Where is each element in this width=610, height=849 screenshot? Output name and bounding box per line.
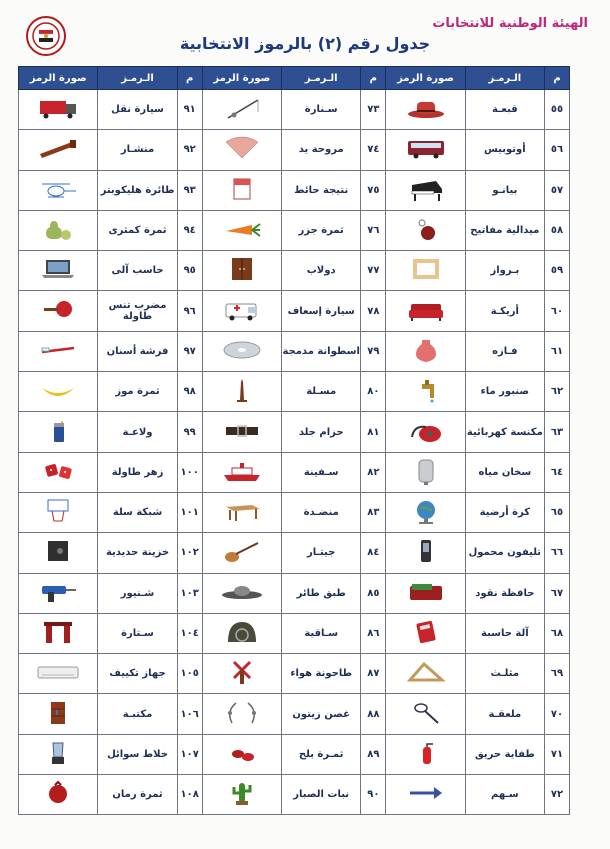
wardrobe-icon xyxy=(218,255,266,283)
symbol-name: أريكـة xyxy=(465,291,544,331)
symbol-image xyxy=(386,654,465,694)
symbol-image xyxy=(202,492,281,532)
symbol-name: سـفينة xyxy=(282,452,361,492)
symbol-image xyxy=(386,613,465,653)
symbol-image xyxy=(19,130,98,170)
table-row xyxy=(19,251,570,291)
wallet-icon xyxy=(402,578,450,606)
table-row xyxy=(19,170,570,210)
symbol-name: حزام جلد xyxy=(282,412,361,452)
symbol-image xyxy=(386,694,465,734)
waterwheel-icon xyxy=(218,618,266,646)
vase-icon xyxy=(402,336,450,364)
symbol-image xyxy=(19,492,98,532)
symbol-image xyxy=(386,452,465,492)
symbol-number: ٨٦ xyxy=(361,613,386,653)
symbol-name: منشـار xyxy=(98,130,177,170)
symbol-number: ٨٢ xyxy=(361,452,386,492)
air-conditioner-icon xyxy=(34,658,82,686)
symbol-name: طائرة هليكوبتر xyxy=(98,170,177,210)
symbol-image xyxy=(202,694,281,734)
symbol-image xyxy=(202,90,281,130)
keychain-icon xyxy=(402,215,450,243)
symbol-name: بـرواز xyxy=(465,251,544,291)
col-image-header: صورة الرمز xyxy=(202,67,281,90)
table-row xyxy=(19,372,570,412)
symbol-name: سـهم xyxy=(465,775,544,815)
symbol-image xyxy=(202,734,281,774)
symbol-name: صنبور ماء xyxy=(465,372,544,412)
symbol-image xyxy=(19,372,98,412)
spoon-icon xyxy=(402,699,450,727)
symbol-number: ٥٨ xyxy=(545,210,570,250)
symbol-name: بيانـو xyxy=(465,170,544,210)
symbol-number: ١٠٣ xyxy=(177,573,202,613)
symbol-number: ٧٦ xyxy=(361,210,386,250)
symbol-image xyxy=(386,533,465,573)
symbol-image xyxy=(19,251,98,291)
symbol-number: ١٠٥ xyxy=(177,654,202,694)
drill-icon xyxy=(34,578,82,606)
symbol-number: ٨٠ xyxy=(361,372,386,412)
symbol-name: ولاعـة xyxy=(98,412,177,452)
col-name-header: الـرمـز xyxy=(98,67,177,90)
table-row xyxy=(19,210,570,250)
symbol-image xyxy=(202,533,281,573)
organization-name: الهيئة الوطنية للانتخابات xyxy=(432,16,588,31)
symbol-image xyxy=(386,331,465,371)
symbol-number: ٨٨ xyxy=(361,694,386,734)
truck-icon xyxy=(34,94,82,122)
document-title: جدول رقم (٢) بالرموز الانتخابية xyxy=(179,34,431,53)
table-row xyxy=(19,613,570,653)
symbol-image xyxy=(202,372,281,412)
symbol-name: طبق طائر xyxy=(282,573,361,613)
dates-icon xyxy=(218,739,266,767)
sofa-icon xyxy=(402,296,450,324)
table-row xyxy=(19,533,570,573)
symbol-name: نتيجة حائط xyxy=(282,170,361,210)
symbol-image xyxy=(19,210,98,250)
symbol-name: مكنسة كهربائية xyxy=(465,412,544,452)
page-header xyxy=(0,10,610,62)
symbol-image xyxy=(386,170,465,210)
symbol-number: ٩٨ xyxy=(177,372,202,412)
symbol-image xyxy=(202,251,281,291)
symbol-name: فـازه xyxy=(465,331,544,371)
table-row xyxy=(19,573,570,613)
symbol-name: سـاقية xyxy=(282,613,361,653)
symbol-image xyxy=(386,291,465,331)
symbol-name: حاسب آلى xyxy=(98,251,177,291)
symbol-image xyxy=(202,775,281,815)
symbol-number: ٦٣ xyxy=(545,412,570,452)
symbol-number: ٨٩ xyxy=(361,734,386,774)
symbol-number: ٦١ xyxy=(545,331,570,371)
symbol-image xyxy=(19,291,98,331)
bus-icon xyxy=(402,134,450,162)
pomegranate-icon xyxy=(34,779,82,807)
hat-icon xyxy=(402,94,450,122)
symbol-number: ٨٧ xyxy=(361,654,386,694)
symbol-number: ٨٥ xyxy=(361,573,386,613)
symbol-number: ٧٥ xyxy=(361,170,386,210)
symbol-image xyxy=(19,573,98,613)
symbol-name: خلاط سوائل xyxy=(98,734,177,774)
symbols-table xyxy=(18,66,570,815)
symbol-name: زهر طاولة xyxy=(98,452,177,492)
symbol-number: ٦٢ xyxy=(545,372,570,412)
symbol-number: ٩٥ xyxy=(177,251,202,291)
table-row xyxy=(19,291,570,331)
symbol-image xyxy=(386,775,465,815)
obelisk-icon xyxy=(218,376,266,404)
symbol-name: منضـدة xyxy=(282,492,361,532)
symbol-number: ٩٢ xyxy=(177,130,202,170)
symbol-image xyxy=(19,654,98,694)
symbol-image xyxy=(19,90,98,130)
olive-branch-icon xyxy=(218,699,266,727)
ambulance-icon xyxy=(218,296,266,324)
symbol-number: ٧٨ xyxy=(361,291,386,331)
symbol-image xyxy=(386,130,465,170)
symbol-number: ٧٣ xyxy=(361,90,386,130)
symbol-name: سـنارة xyxy=(282,90,361,130)
symbol-image xyxy=(19,412,98,452)
symbol-name: قبعـة xyxy=(465,90,544,130)
belt-icon xyxy=(218,417,266,445)
symbol-name: اسطوانة مدمجة xyxy=(282,331,361,371)
symbol-name: آلة حاسبة xyxy=(465,613,544,653)
blender-icon xyxy=(34,739,82,767)
symbol-name: ثمـرة بلح xyxy=(282,734,361,774)
symbol-name: مثلـث xyxy=(465,654,544,694)
symbol-image xyxy=(202,331,281,371)
banana-icon xyxy=(34,376,82,404)
symbol-number: ٥٩ xyxy=(545,251,570,291)
symbol-image xyxy=(386,90,465,130)
symbol-name: طفاية حريق xyxy=(465,734,544,774)
symbol-number: ١٠١ xyxy=(177,492,202,532)
saw-icon xyxy=(34,134,82,162)
symbol-name: نبات الصبار xyxy=(282,775,361,815)
symbol-number: ٩٩ xyxy=(177,412,202,452)
symbol-image xyxy=(386,372,465,412)
table-row xyxy=(19,412,570,452)
symbol-number: ٧٢ xyxy=(545,775,570,815)
symbol-number: ١٠٤ xyxy=(177,613,202,653)
wall-calendar-icon xyxy=(218,175,266,203)
curtain-icon xyxy=(34,618,82,646)
symbol-name: ثمرة رمان xyxy=(98,775,177,815)
carrot-icon xyxy=(218,215,266,243)
symbol-name: مضرب تنس طاولة xyxy=(98,291,177,331)
table-row xyxy=(19,654,570,694)
symbol-number: ٦٧ xyxy=(545,573,570,613)
symbol-number: ٦٩ xyxy=(545,654,570,694)
table-row xyxy=(19,492,570,532)
table-row xyxy=(19,90,570,130)
symbol-name: سيارة نقل xyxy=(98,90,177,130)
symbol-image xyxy=(19,775,98,815)
symbol-image xyxy=(202,613,281,653)
symbol-number: ٦٤ xyxy=(545,452,570,492)
dice-icon xyxy=(34,457,82,485)
symbol-name: حافظة نقود xyxy=(465,573,544,613)
symbol-number: ٨١ xyxy=(361,412,386,452)
symbol-name: ثمرة كمثرى xyxy=(98,210,177,250)
laptop-icon xyxy=(34,255,82,283)
symbol-name: ثمرة جزر xyxy=(282,210,361,250)
table-row xyxy=(19,734,570,774)
symbol-number: ٧٤ xyxy=(361,130,386,170)
table-row xyxy=(19,331,570,371)
faucet-icon xyxy=(402,376,450,404)
guitar-icon xyxy=(218,537,266,565)
symbol-number: ٩٦ xyxy=(177,291,202,331)
fishing-rod-icon xyxy=(218,94,266,122)
symbol-image xyxy=(386,734,465,774)
arrow-icon xyxy=(402,779,450,807)
symbol-name: طاحونة هواء xyxy=(282,654,361,694)
symbol-image xyxy=(202,452,281,492)
symbol-image xyxy=(202,210,281,250)
symbol-image xyxy=(386,210,465,250)
table-row xyxy=(19,452,570,492)
globe-icon xyxy=(402,497,450,525)
bookcase-icon xyxy=(34,699,82,727)
symbol-image xyxy=(202,130,281,170)
symbol-number: ٩٣ xyxy=(177,170,202,210)
symbol-number: ٥٧ xyxy=(545,170,570,210)
symbol-number: ٧٧ xyxy=(361,251,386,291)
symbol-name: ثمرة موز xyxy=(98,372,177,412)
cactus-icon xyxy=(218,779,266,807)
ping-pong-icon xyxy=(34,296,82,324)
col-image-header: صورة الرمز xyxy=(386,67,465,90)
table-row xyxy=(19,130,570,170)
cd-icon xyxy=(218,336,266,364)
vacuum-icon xyxy=(402,417,450,445)
col-num-header: م xyxy=(177,67,202,90)
fire-extinguisher-icon xyxy=(402,739,450,767)
symbol-image xyxy=(19,331,98,371)
triangle-icon xyxy=(402,658,450,686)
symbol-number: ٩١ xyxy=(177,90,202,130)
symbol-name: ملعقـة xyxy=(465,694,544,734)
symbol-image xyxy=(19,170,98,210)
symbol-name: سـتارة xyxy=(98,613,177,653)
col-num-header: م xyxy=(361,67,386,90)
symbol-name: سخان مياه xyxy=(465,452,544,492)
symbol-name: كرة أرضية xyxy=(465,492,544,532)
symbol-number: ١٠٨ xyxy=(177,775,202,815)
symbol-number: ٦٥ xyxy=(545,492,570,532)
symbol-number: ٨٣ xyxy=(361,492,386,532)
symbol-name: دولاب xyxy=(282,251,361,291)
symbol-image xyxy=(386,573,465,613)
ship-icon xyxy=(218,457,266,485)
ufo-icon xyxy=(218,578,266,606)
toothbrush-icon xyxy=(34,336,82,364)
col-name-header: الـرمـز xyxy=(465,67,544,90)
pear-icon xyxy=(34,215,82,243)
symbol-name: جيتـار xyxy=(282,533,361,573)
symbol-name: جهاز تكييف xyxy=(98,654,177,694)
symbol-image xyxy=(386,251,465,291)
symbol-name: مكتبـة xyxy=(98,694,177,734)
symbol-name: غصن زيتون xyxy=(282,694,361,734)
symbol-name: مروحة يد xyxy=(282,130,361,170)
symbol-number: ١٠٢ xyxy=(177,533,202,573)
frame-icon xyxy=(402,255,450,283)
hand-fan-icon xyxy=(218,134,266,162)
symbol-number: ٥٦ xyxy=(545,130,570,170)
symbol-image xyxy=(202,573,281,613)
symbol-name: مسـلة xyxy=(282,372,361,412)
calculator-icon xyxy=(402,618,450,646)
table-row xyxy=(19,694,570,734)
symbol-number: ٧١ xyxy=(545,734,570,774)
symbol-image xyxy=(386,492,465,532)
symbol-number: ٦٦ xyxy=(545,533,570,573)
symbol-name: خزينة حديدية xyxy=(98,533,177,573)
symbol-name: فرشة أسنان xyxy=(98,331,177,371)
col-num-header: م xyxy=(545,67,570,90)
symbol-number: ٧٠ xyxy=(545,694,570,734)
symbol-image xyxy=(202,291,281,331)
symbol-number: ٦٨ xyxy=(545,613,570,653)
symbol-number: ١٠٧ xyxy=(177,734,202,774)
col-name-header: الـرمـز xyxy=(282,67,361,90)
symbol-image xyxy=(202,170,281,210)
symbol-number: ٩٠ xyxy=(361,775,386,815)
symbol-number: ٨٤ xyxy=(361,533,386,573)
safe-icon xyxy=(34,537,82,565)
symbol-image xyxy=(19,452,98,492)
basketball-hoop-icon xyxy=(34,497,82,525)
symbol-number: ٩٧ xyxy=(177,331,202,371)
symbol-image xyxy=(19,533,98,573)
helicopter-icon xyxy=(34,175,82,203)
col-image-header: صورة الرمز xyxy=(19,67,98,90)
symbol-name: أوتوبيس xyxy=(465,130,544,170)
symbol-name: تليفون محمول xyxy=(465,533,544,573)
symbol-number: ١٠٦ xyxy=(177,694,202,734)
symbol-number: ٥٥ xyxy=(545,90,570,130)
symbol-name: ميدالية مفاتيح xyxy=(465,210,544,250)
symbol-image xyxy=(202,654,281,694)
lighter-icon xyxy=(34,417,82,445)
symbol-name: سيارة إسعاف xyxy=(282,291,361,331)
symbol-name: شبكة سلة xyxy=(98,492,177,532)
symbol-image xyxy=(386,412,465,452)
symbol-image xyxy=(19,734,98,774)
symbol-number: ٩٤ xyxy=(177,210,202,250)
table-header-row xyxy=(19,67,570,90)
table-row xyxy=(19,775,570,815)
symbol-number: ١٠٠ xyxy=(177,452,202,492)
symbol-name: شـنيور xyxy=(98,573,177,613)
symbol-image xyxy=(19,694,98,734)
table-icon xyxy=(218,497,266,525)
mobile-phone-icon xyxy=(402,537,450,565)
symbol-number: ٦٠ xyxy=(545,291,570,331)
symbol-image xyxy=(202,412,281,452)
symbol-image xyxy=(19,613,98,653)
piano-icon xyxy=(402,175,450,203)
windmill-icon xyxy=(218,658,266,686)
water-heater-icon xyxy=(402,457,450,485)
symbol-number: ٧٩ xyxy=(361,331,386,371)
